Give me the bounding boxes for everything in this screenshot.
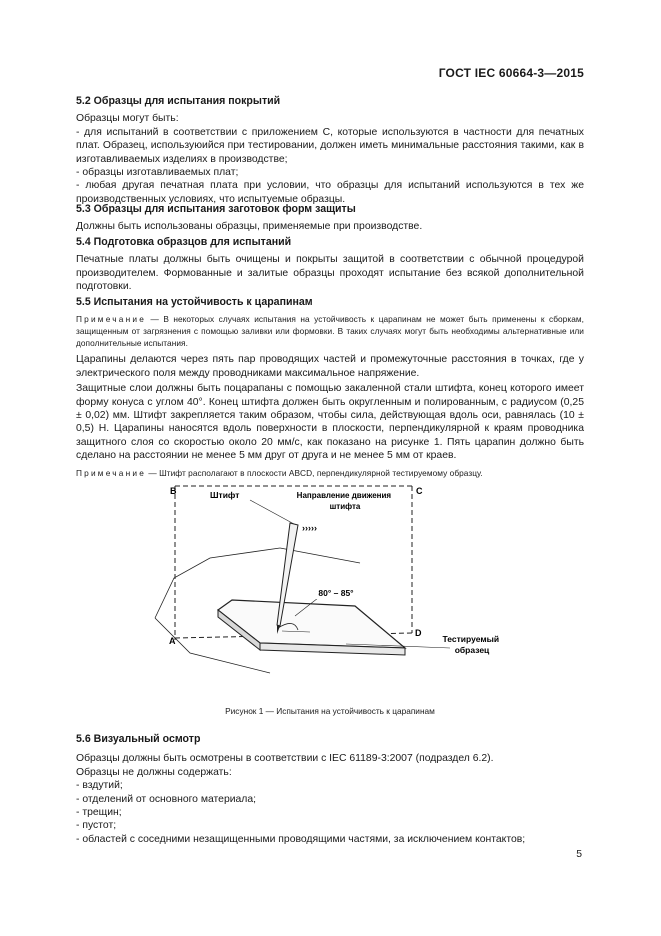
list-item: - отделений от основного материала; xyxy=(76,793,257,805)
scratch-test-figure xyxy=(150,478,500,678)
list-item: - вздутий; xyxy=(76,780,123,792)
sample-label xyxy=(443,634,502,655)
note xyxy=(76,313,584,349)
label-b: B xyxy=(170,486,177,496)
paragraph: Печатные платы должны быть очищены и покрыты защитой в соответствии с обычной процедурой производителем. Формованные и залитые образцы проходят испытание без всякой дополнительной подготовки. xyxy=(76,254,584,293)
section-5-3-heading: 5.3 Образцы для испытания заготовок форм защиты xyxy=(76,203,356,215)
direction-label xyxy=(297,491,394,511)
section-5-2-heading: 5.2 Образцы для испытания покрытий xyxy=(76,95,281,107)
list-item: - трещин; xyxy=(76,807,122,819)
section-5-4-heading: 5.4 Подготовка образцов для испытаний xyxy=(76,236,292,248)
standard-header: ГОСТ IEC 60664-3—2015 xyxy=(438,66,584,80)
paragraph: Защитные слои должны быть поцарапаны с помощью закаленной стали штифта, конец которого имеет форму конуса с углом 40°. Конец штифта должен быть округленным и полированным, с радиусом (0,25 ± 0,02) мм. Штифт закрепляется таким образом, чтобы сила, действующая вдоль оси, равнялась (10 ± 0,5) Н. Царапины наносятся вдоль поверхности в плоскости, перпендикулярной к краям проводника защитного слоя со скоростью около 20 мм/с, как показано на рисунке 1. Пять царапин должно быть сделано на расстоянии не менее 5 мм друг от друга и не менее 5 мм от краев. xyxy=(76,383,584,462)
paragraph: - любая другая печатная плата при условии, что образцы для испытаний используются в тех же производственных условиях, что испытуемые образцы. xyxy=(76,180,584,205)
paragraph: Образцы не должны содержать: xyxy=(76,766,232,778)
direction-label-line: штифта xyxy=(329,502,361,511)
paragraph: Образцы должны быть осмотрены в соответствии с IEC 61189-3:2007 (подраздел 6.2). xyxy=(76,753,494,765)
note-label: Примечание xyxy=(76,314,147,325)
note-text: — Штифт располагают в плоскости ABCD, перпендикулярной тестируемому образцу. xyxy=(148,467,483,478)
list-item: - областей с соседними незащищенными проводящими частями, за исключением контактов; xyxy=(76,833,526,845)
angle-label: 80° – 85° xyxy=(318,588,354,598)
sample-label-line: Тестируемый xyxy=(442,634,500,644)
paragraph: Царапины делаются через пять пар проводящих частей и промежуточные расстояния в точках, где у электрического поля между проводниками максимальное напряжение. xyxy=(76,354,584,379)
label-a: A xyxy=(169,636,176,646)
section-5-4 xyxy=(76,236,584,294)
note xyxy=(76,467,584,479)
paragraph: - образцы изготавливаемых плат; xyxy=(76,167,239,179)
paragraph: Должны быть использованы образцы, применяемые при производстве. xyxy=(76,221,423,233)
pin-label: Штифт xyxy=(210,490,240,500)
direction-arrows-icon: ››››› xyxy=(302,523,317,533)
note-label: Примечание xyxy=(76,467,147,478)
page-number: 5 xyxy=(576,849,582,860)
section-5-5-heading: 5.5 Испытания на устойчивость к царапинам xyxy=(76,296,313,308)
section-5-2 xyxy=(76,95,584,206)
note-text: — В некоторых случаях испытания на устойчивость к царапинам не может быть применены к сборкам, защищенным от загрязнения с помощью заливки или формовки. В таких случаях могут быть необходимы альтернативные или дополнительные испытания. xyxy=(76,314,584,349)
section-5-5 xyxy=(76,296,584,479)
pin-leader xyxy=(250,500,294,524)
list-item: - пустот; xyxy=(76,820,117,832)
section-5-6-heading: 5.6 Визуальный осмотр xyxy=(76,733,201,745)
sample-label-line: образец xyxy=(454,645,490,655)
label-c: C xyxy=(416,486,423,496)
section-5-3 xyxy=(76,203,584,234)
direction-label-line: Направление движения xyxy=(296,491,392,500)
paragraph: Образцы могут быть: xyxy=(76,113,179,125)
section-5-6 xyxy=(76,733,584,846)
sample-board xyxy=(218,600,405,648)
paragraph: - для испытаний в соответствии с приложением С, которые используются в частности для печатных плат. Образец, используюийся при тестировании, должен иметь минимальные расстояния такими, как в изготавливаемых изделиях в производстве; xyxy=(76,126,584,165)
label-d: D xyxy=(415,628,422,638)
figure-caption: Рисунок 1 — Испытания на устойчивость к царапинам xyxy=(225,706,435,716)
